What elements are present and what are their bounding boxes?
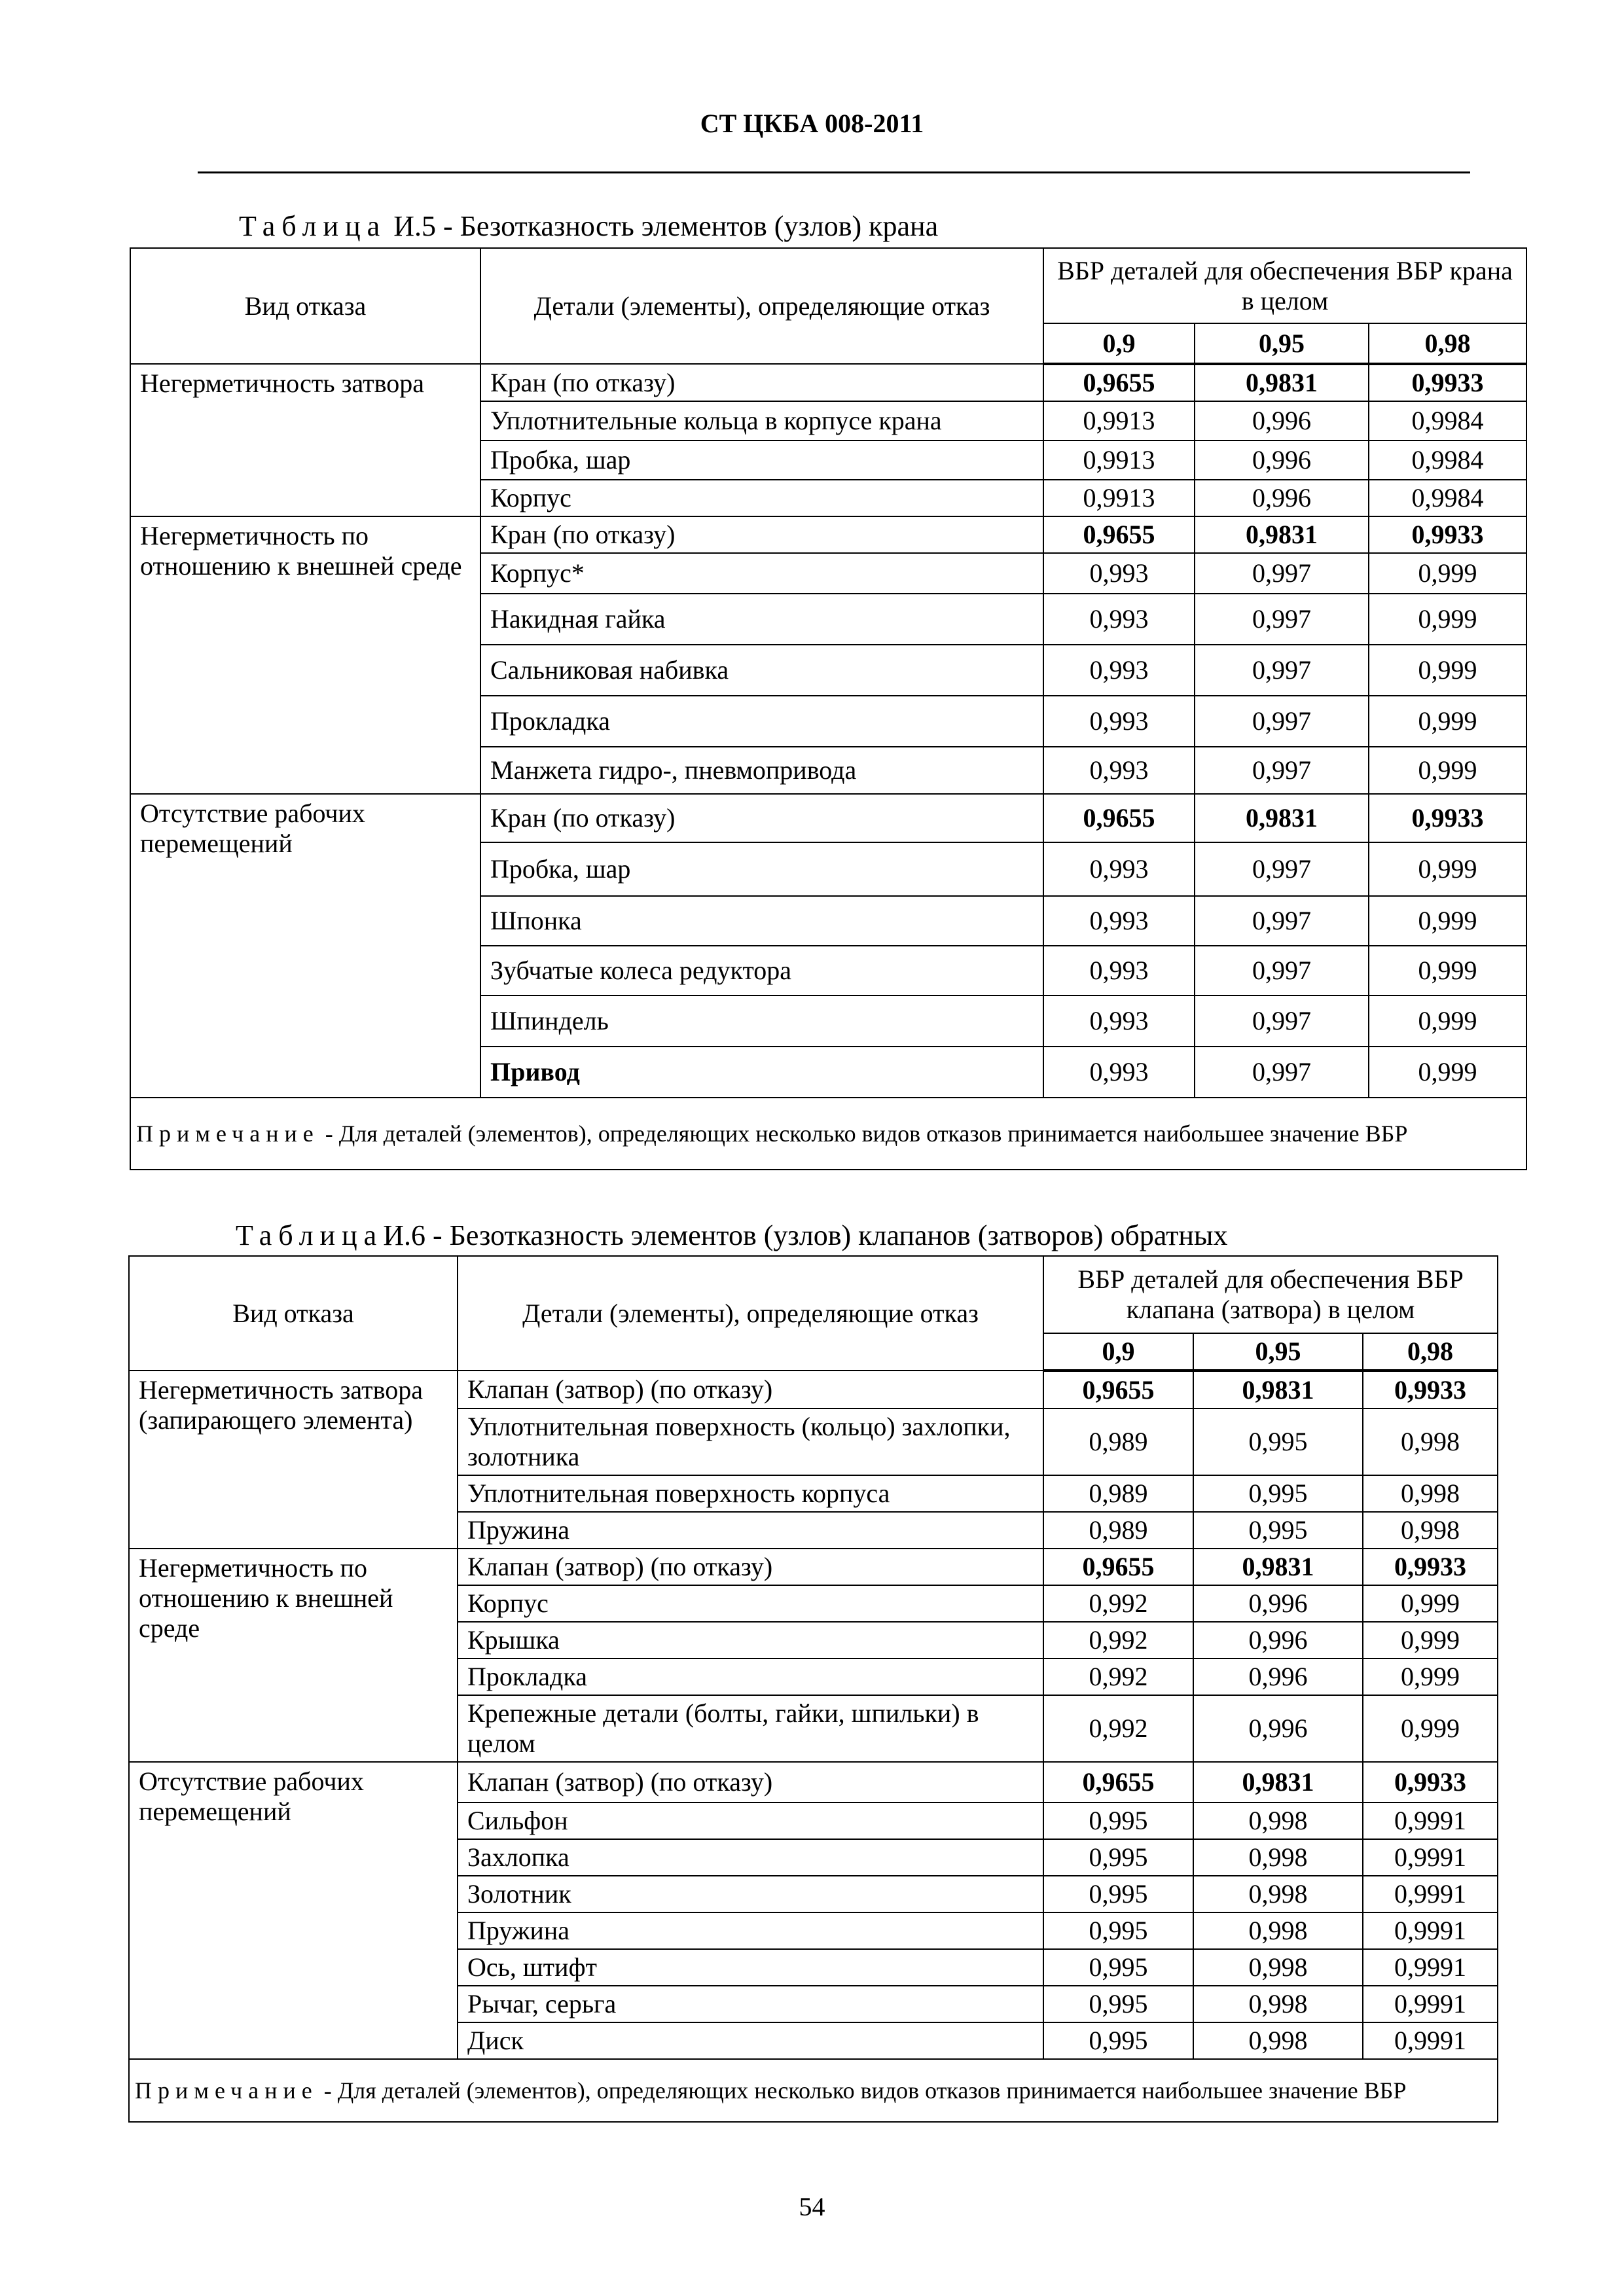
table5-value: 0,997 — [1195, 1047, 1369, 1098]
table5-part: Кран (по отказу) — [480, 516, 1043, 553]
table6-value: 0,995 — [1043, 1912, 1193, 1949]
table6-part: Пружина — [458, 1512, 1043, 1549]
table5-caption-prefix: Таблица — [239, 210, 387, 242]
table5-value: 0,993 — [1043, 696, 1195, 747]
table6-value: 0,998 — [1363, 1512, 1498, 1549]
table6-note-label: Примечание — [135, 2077, 318, 2104]
table5-header-vbr: ВБР деталей для обеспечения ВБР крана в целом — [1043, 248, 1526, 323]
table6-value: 0,989 — [1043, 1475, 1193, 1512]
table6-level-2: 0,95 — [1193, 1333, 1363, 1371]
table5-part: Кран (по отказу) — [480, 794, 1043, 842]
table5-value: 0,996 — [1195, 401, 1369, 440]
table5-value: 0,9933 — [1369, 794, 1526, 842]
table6-note-text: - Для деталей (элементов), определяющих несколько видов отказов принимается наибольшее значение ВБР — [317, 2077, 1407, 2104]
table6-value: 0,9991 — [1363, 1986, 1498, 2022]
page-number: 54 — [799, 2192, 825, 2221]
table6-value: 0,9991 — [1363, 2022, 1498, 2059]
table6-part: Ось, штифт — [458, 1949, 1043, 1986]
table6-value: 0,998 — [1193, 1876, 1363, 1912]
table5-value: 0,999 — [1369, 594, 1526, 645]
table5-part: Накидная гайка — [480, 594, 1043, 645]
table6-value: 0,995 — [1193, 1475, 1363, 1512]
table6-value: 0,9655 — [1043, 1371, 1193, 1408]
table6-value: 0,995 — [1043, 1876, 1193, 1912]
table5-value: 0,999 — [1369, 946, 1526, 996]
table6-part: Диск — [458, 2022, 1043, 2059]
table6-value: 0,998 — [1363, 1408, 1498, 1475]
table5-value: 0,999 — [1369, 896, 1526, 946]
table6-value: 0,9991 — [1363, 1949, 1498, 1986]
table6-failure-type: Отсутствие рабочих перемещений — [129, 1762, 458, 2059]
table5-failure-type: Негерметичность затвора — [130, 364, 480, 516]
table6-header-type: Вид отказа — [129, 1256, 458, 1371]
table5-value: 0,9831 — [1195, 364, 1369, 401]
table5-part: Пробка, шар — [480, 842, 1043, 896]
table6-part: Сильфон — [458, 1803, 1043, 1839]
table5-value: 0,9984 — [1369, 480, 1526, 516]
table5-part: Сальниковая набивка — [480, 645, 1043, 696]
table5-value: 0,9913 — [1043, 440, 1195, 480]
table6-part: Крепежные детали (болты, гайки, шпильки) в целом — [458, 1695, 1043, 1762]
table5-failure-type: Негерметичность по отношению к внешней среде — [130, 516, 480, 794]
table6-value: 0,989 — [1043, 1408, 1193, 1475]
table5-caption — [239, 209, 938, 243]
table5 — [130, 247, 1527, 1170]
table5-value: 0,9831 — [1195, 794, 1369, 842]
table5-part: Прокладка — [480, 696, 1043, 747]
table6 — [128, 1255, 1498, 2123]
table5-value: 0,997 — [1195, 896, 1369, 946]
table5-value: 0,993 — [1043, 842, 1195, 896]
table6-header-vbr: ВБР деталей для обеспечения ВБР клапана (затвора) в целом — [1043, 1256, 1498, 1333]
table5-value: 0,999 — [1369, 645, 1526, 696]
table5-value: 0,997 — [1195, 996, 1369, 1047]
table5-value: 0,999 — [1369, 996, 1526, 1047]
table5-value: 0,993 — [1043, 1047, 1195, 1098]
table6-value: 0,9655 — [1043, 1549, 1193, 1585]
table5-value: 0,997 — [1195, 645, 1369, 696]
table6-value: 0,998 — [1193, 1803, 1363, 1839]
table5-note-text: - Для деталей (элементов), определяющих несколько видов отказов принимается наибольшее значение ВБР — [319, 1120, 1408, 1147]
table6-value: 0,998 — [1193, 1949, 1363, 1986]
table5-note-label: Примечание — [136, 1120, 319, 1147]
table5-value: 0,9655 — [1043, 794, 1195, 842]
table5-value: 0,999 — [1369, 1047, 1526, 1098]
table6-caption-prefix: Таблица — [236, 1219, 384, 1251]
table5-value: 0,993 — [1043, 946, 1195, 996]
table5-value: 0,997 — [1195, 842, 1369, 896]
table6-value: 0,998 — [1193, 2022, 1363, 2059]
table5-part: Манжета гидро-, пневмопривода — [480, 747, 1043, 794]
table6-value: 0,995 — [1043, 2022, 1193, 2059]
table6-value: 0,995 — [1043, 1986, 1193, 2022]
table6-value: 0,992 — [1043, 1695, 1193, 1762]
table5-part: Корпус* — [480, 553, 1043, 594]
table5-value: 0,997 — [1195, 553, 1369, 594]
table5-value: 0,9655 — [1043, 516, 1195, 553]
table6-value: 0,996 — [1193, 1659, 1363, 1695]
table6-value: 0,999 — [1363, 1659, 1498, 1695]
table5-part: Привод — [480, 1047, 1043, 1098]
table5-failure-type: Отсутствие рабочих перемещений — [130, 794, 480, 1098]
table6-part: Рычаг, серьга — [458, 1986, 1043, 2022]
table6-value: 0,998 — [1363, 1475, 1498, 1512]
table6-part: Пружина — [458, 1912, 1043, 1949]
table5-value: 0,997 — [1195, 747, 1369, 794]
table5-part: Шпонка — [480, 896, 1043, 946]
table5-header-parts: Детали (элементы), определяющие отказ — [480, 248, 1043, 364]
table5-value: 0,993 — [1043, 896, 1195, 946]
table5-value: 0,999 — [1369, 696, 1526, 747]
table5-value: 0,9984 — [1369, 440, 1526, 480]
table6-header-parts: Детали (элементы), определяющие отказ — [458, 1256, 1043, 1371]
table6-value: 0,998 — [1193, 1839, 1363, 1876]
table6-failure-type: Негерметичность по отношению к внешней среде — [129, 1549, 458, 1762]
table6-failure-type: Негерметичность затвора (запирающего элемента) — [129, 1371, 458, 1549]
table6-value: 0,992 — [1043, 1622, 1193, 1659]
table6-value: 0,9991 — [1363, 1803, 1498, 1839]
table6-part: Прокладка — [458, 1659, 1043, 1695]
header-rule — [198, 171, 1470, 173]
table6-part: Крышка — [458, 1622, 1043, 1659]
table5-part: Корпус — [480, 480, 1043, 516]
table6-value: 0,995 — [1193, 1512, 1363, 1549]
table5-part: Пробка, шар — [480, 440, 1043, 480]
table6-part: Уплотнительная поверхность корпуса — [458, 1475, 1043, 1512]
table5-note — [130, 1098, 1526, 1170]
table6-value: 0,9991 — [1363, 1839, 1498, 1876]
table6-value: 0,992 — [1043, 1659, 1193, 1695]
table5-value: 0,999 — [1369, 553, 1526, 594]
table5-level-3: 0,98 — [1369, 323, 1526, 364]
table6-value: 0,9831 — [1193, 1762, 1363, 1803]
table5-value: 0,997 — [1195, 594, 1369, 645]
table5-value: 0,993 — [1043, 645, 1195, 696]
table6-part: Корпус — [458, 1585, 1043, 1622]
table5-part: Шпиндель — [480, 996, 1043, 1047]
table5-header-type: Вид отказа — [130, 248, 480, 364]
table6-part: Золотник — [458, 1876, 1043, 1912]
table5-caption-text: И.5 - Безотказность элементов (узлов) крана — [386, 210, 939, 242]
table6-value: 0,996 — [1193, 1585, 1363, 1622]
table5-level-2: 0,95 — [1195, 323, 1369, 364]
table6-part: Клапан (затвор) (по отказу) — [458, 1549, 1043, 1585]
table6-level-3: 0,98 — [1363, 1333, 1498, 1371]
document-header: СТ ЦКБА 008-2011 — [700, 109, 924, 138]
table6-value: 0,9933 — [1363, 1371, 1498, 1408]
table6-value: 0,9991 — [1363, 1912, 1498, 1949]
table5-value: 0,9655 — [1043, 364, 1195, 401]
table6-value: 0,996 — [1193, 1622, 1363, 1659]
table6-value: 0,9655 — [1043, 1762, 1193, 1803]
table6-part: Клапан (затвор) (по отказу) — [458, 1371, 1043, 1408]
table5-value: 0,997 — [1195, 946, 1369, 996]
table6-value: 0,9831 — [1193, 1371, 1363, 1408]
table5-part: Кран (по отказу) — [480, 364, 1043, 401]
table6-value: 0,9933 — [1363, 1762, 1498, 1803]
table6-value: 0,998 — [1193, 1986, 1363, 2022]
table6-level-1: 0,9 — [1043, 1333, 1193, 1371]
table5-part: Уплотнительные кольца в корпусе крана — [480, 401, 1043, 440]
table5-value: 0,999 — [1369, 747, 1526, 794]
table6-value: 0,999 — [1363, 1622, 1498, 1659]
table6-value: 0,998 — [1193, 1912, 1363, 1949]
table5-value: 0,9984 — [1369, 401, 1526, 440]
table5-value: 0,9913 — [1043, 480, 1195, 516]
table6-value: 0,989 — [1043, 1512, 1193, 1549]
table6-value: 0,992 — [1043, 1585, 1193, 1622]
table5-part: Зубчатые колеса редуктора — [480, 946, 1043, 996]
table5-value: 0,997 — [1195, 696, 1369, 747]
table5-value: 0,9913 — [1043, 401, 1195, 440]
table5-value: 0,996 — [1195, 440, 1369, 480]
table6-part: Захлопка — [458, 1839, 1043, 1876]
table5-value: 0,996 — [1195, 480, 1369, 516]
table6-caption — [236, 1219, 1228, 1252]
table6-part: Клапан (затвор) (по отказу) — [458, 1762, 1043, 1803]
table5-value: 0,993 — [1043, 996, 1195, 1047]
table5-level-1: 0,9 — [1043, 323, 1195, 364]
table6-value: 0,995 — [1043, 1839, 1193, 1876]
table6-note — [129, 2059, 1498, 2122]
table5-value: 0,993 — [1043, 594, 1195, 645]
table6-value: 0,995 — [1043, 1803, 1193, 1839]
table6-value: 0,9991 — [1363, 1876, 1498, 1912]
table5-value: 0,9831 — [1195, 516, 1369, 553]
table5-value: 0,9933 — [1369, 364, 1526, 401]
table6-value: 0,996 — [1193, 1695, 1363, 1762]
table6-value: 0,9933 — [1363, 1549, 1498, 1585]
table6-part: Уплотнительная поверхность (кольцо) захлопки, золотника — [458, 1408, 1043, 1475]
table5-value: 0,993 — [1043, 747, 1195, 794]
table6-value: 0,999 — [1363, 1695, 1498, 1762]
table5-value: 0,9933 — [1369, 516, 1526, 553]
table6-caption-text: И.6 - Безотказность элементов (узлов) клапанов (затворов) обратных — [383, 1219, 1228, 1251]
table6-value: 0,9831 — [1193, 1549, 1363, 1585]
table6-value: 0,995 — [1043, 1949, 1193, 1986]
table6-value: 0,995 — [1193, 1408, 1363, 1475]
table6-value: 0,999 — [1363, 1585, 1498, 1622]
table5-value: 0,999 — [1369, 842, 1526, 896]
table5-value: 0,993 — [1043, 553, 1195, 594]
